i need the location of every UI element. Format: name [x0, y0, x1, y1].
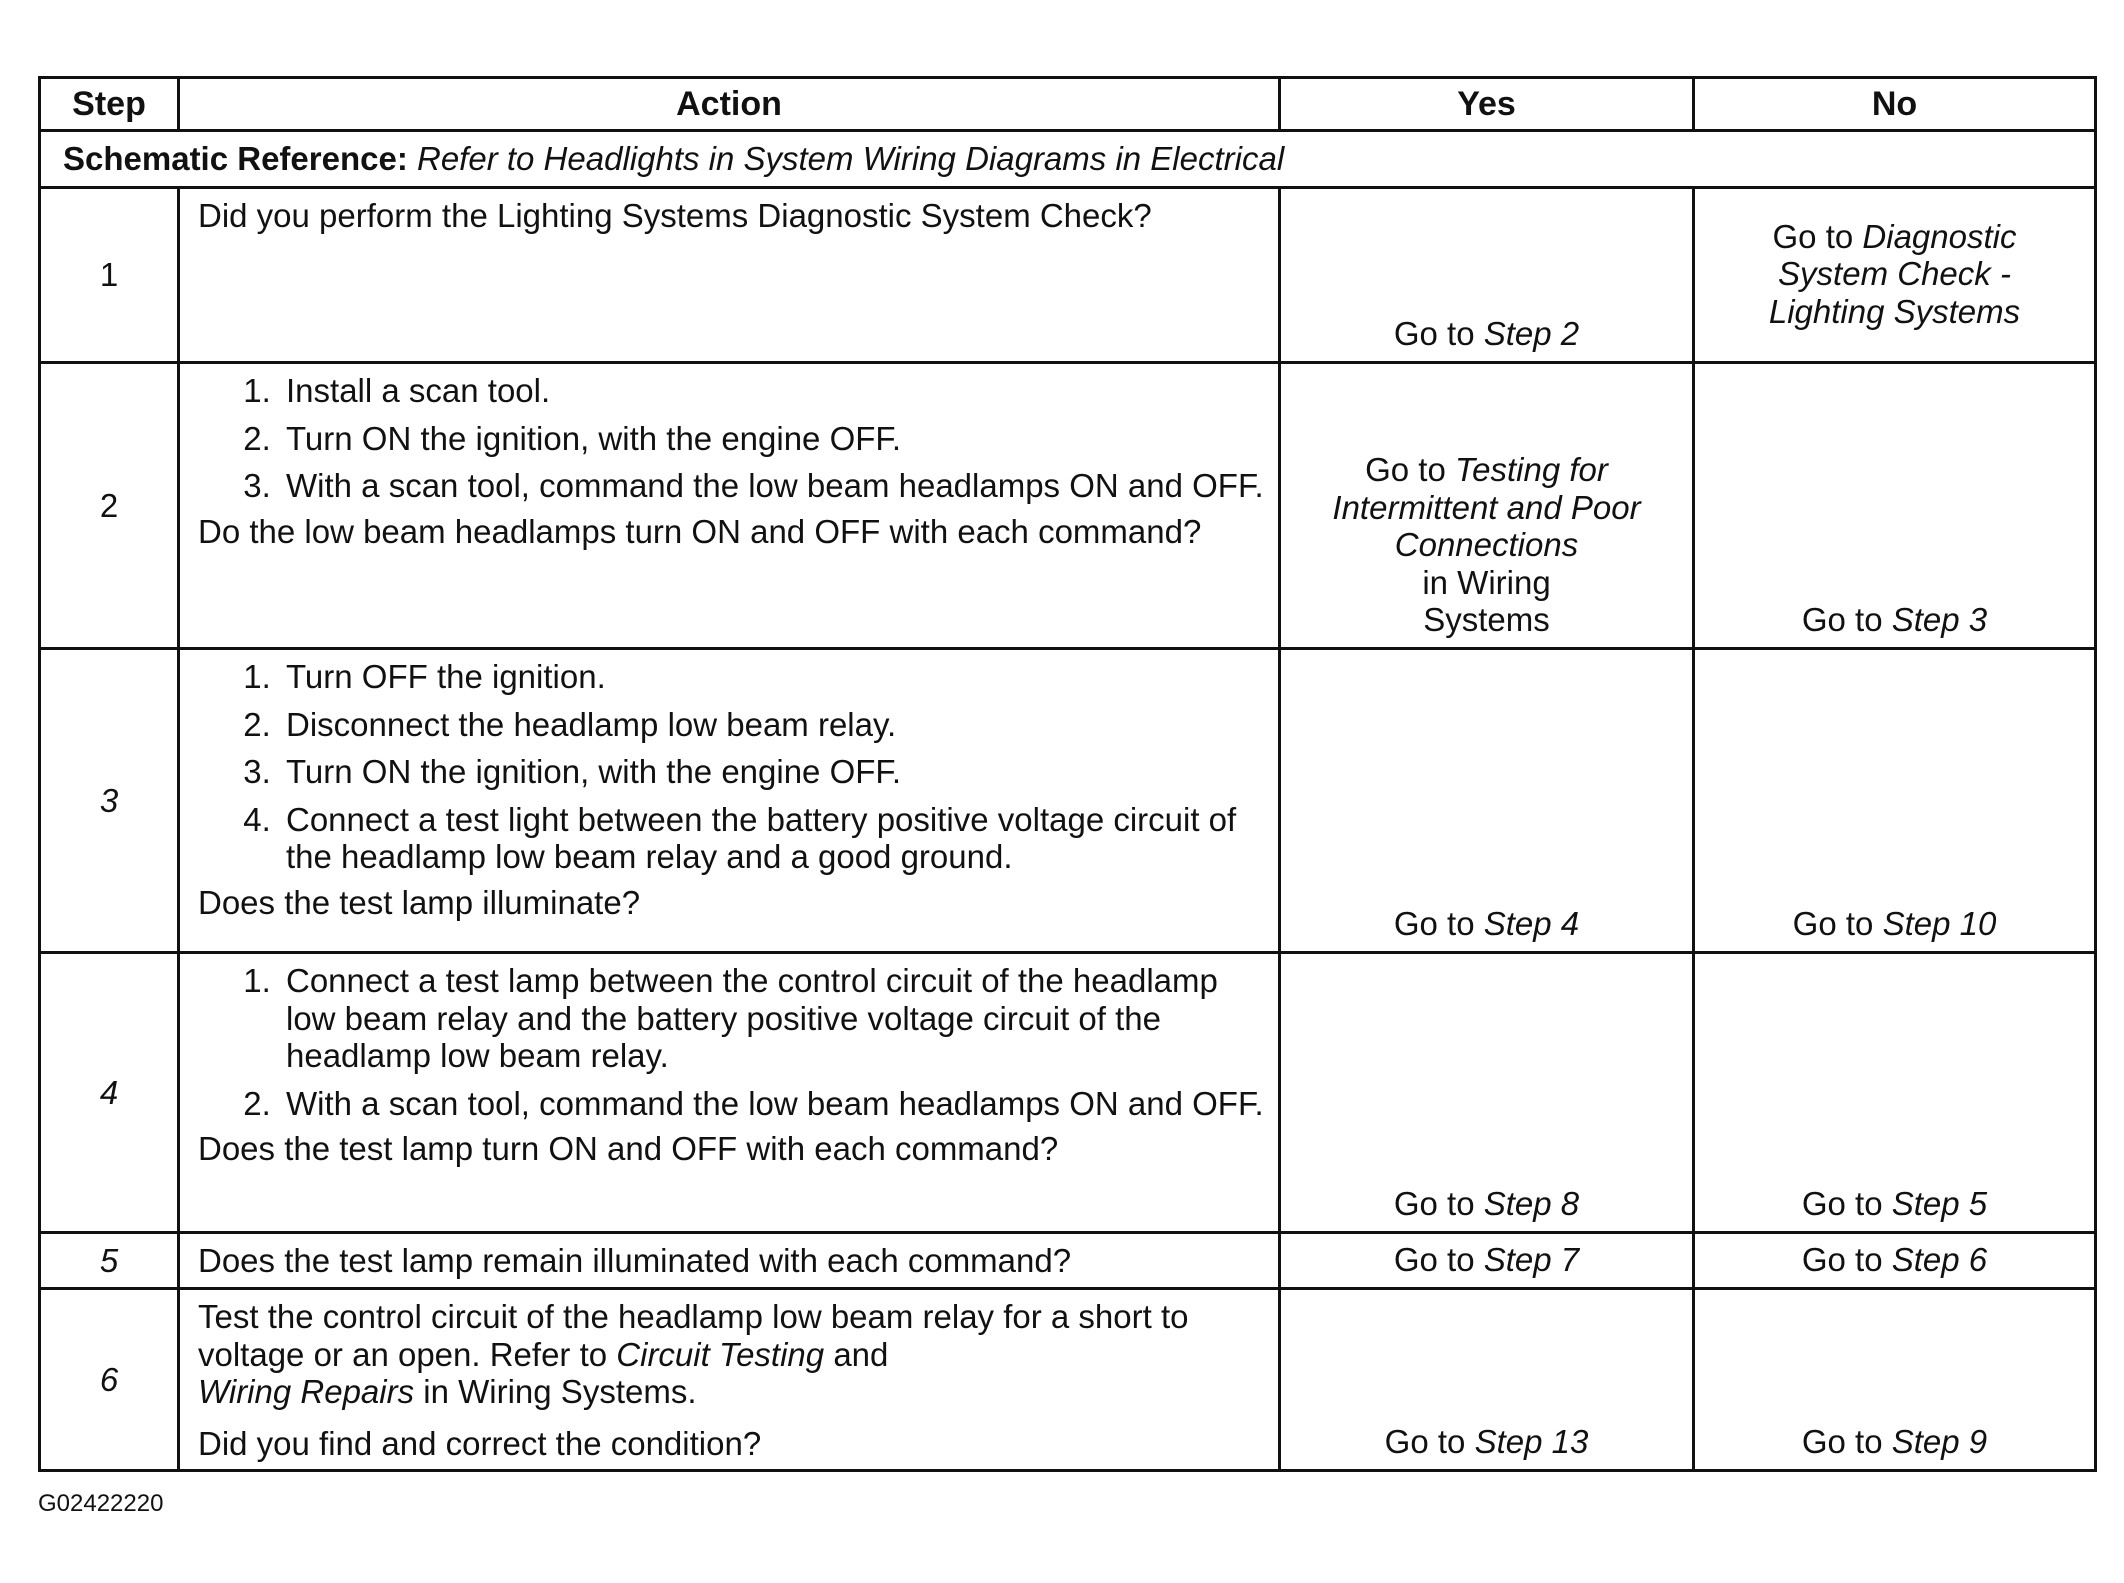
instruction: Test the control circuit of the headlamp low beam relay for a short to voltage or an open. Refer to Circuit Testing and Wiring Repairs in Wiring Systems.: [198, 1298, 1189, 1411]
yes-link[interactable]: Step 13: [1474, 1423, 1589, 1461]
no-link[interactable]: Step 6: [1891, 1240, 1988, 1278]
action-cell: [179, 1233, 1280, 1289]
question: Does the test lamp turn ON and OFF with each command?: [198, 1130, 1059, 1168]
schematic-text: Refer to Headlights in System Wiring Diagrams in Electrical: [417, 140, 1285, 178]
yes-link[interactable]: Step 4: [1483, 905, 1580, 943]
no-link[interactable]: Diagnostic System Check - Lighting Systems: [1768, 217, 2021, 330]
yes-link[interactable]: Step 7: [1483, 1240, 1580, 1278]
yes-cell: Go to Step 8: [1280, 953, 1694, 1233]
yes-link[interactable]: Testing for Intermittent and Poor Connections: [1332, 450, 1641, 564]
action-list: [198, 372, 1264, 505]
yes-cell: Go to Step 13: [1280, 1289, 1694, 1471]
question: Does the test lamp illuminate?: [198, 884, 641, 922]
step-row-5: [40, 1233, 2096, 1289]
action-cell: [179, 1289, 1280, 1471]
no-link[interactable]: Step 5: [1891, 1185, 1988, 1223]
question: Does the test lamp remain illuminated with each command?: [198, 1241, 1072, 1279]
header-yes: Yes: [1280, 78, 1694, 131]
list-item: 2. Turn ON the ignition, with the engine OFF.: [280, 420, 1264, 458]
list-item: 3. With a scan tool, command the low beam headlamps ON and OFF.: [280, 467, 1264, 505]
question: Do the low beam headlamps turn ON and OFF with each command?: [198, 512, 1202, 550]
no-cell: Go to Step 9: [1694, 1289, 2096, 1471]
wiring-repairs-link[interactable]: Wiring Repairs: [198, 1373, 415, 1411]
yes-cell: Go to Step 2: [1280, 188, 1694, 363]
no-cell: Go to Step 10: [1694, 649, 2096, 953]
yes-cell: Go to Testing for Intermittent and Poor Connections in Wiring Systems: [1280, 363, 1694, 649]
action-cell: [179, 953, 1280, 1233]
circuit-testing-link[interactable]: Circuit Testing: [616, 1335, 825, 1373]
step-number: 3: [40, 649, 179, 953]
action-cell: [179, 363, 1280, 649]
action-cell: [179, 649, 1280, 953]
no-cell: Go to Step 3: [1694, 363, 2096, 649]
step-number: 2: [40, 363, 179, 649]
no-cell: Go to Step 6: [1694, 1233, 2096, 1289]
header-row: [40, 78, 2096, 131]
question: Did you find and correct the condition?: [198, 1424, 762, 1462]
no-link[interactable]: Step 9: [1891, 1423, 1988, 1461]
yes-cell: Go to Step 7: [1280, 1233, 1694, 1289]
step-row-3: [40, 649, 2096, 953]
no-link[interactable]: Step 10: [1882, 905, 1997, 943]
list-item: 1. Connect a test lamp between the control circuit of the headlamp low beam relay and the battery positive voltage circuit of the headlamp low beam relay.: [280, 962, 1264, 1075]
step-row-6: [40, 1289, 2096, 1471]
list-item: 4. Connect a test light between the battery positive voltage circuit of the headlamp low beam relay and a good ground.: [280, 801, 1264, 876]
yes-link[interactable]: Step 8: [1483, 1185, 1580, 1223]
step-number: 4: [40, 953, 179, 1233]
no-cell: Go to Step 5: [1694, 953, 2096, 1233]
step-row-2: [40, 363, 2096, 649]
list-item: 3. Turn ON the ignition, with the engine OFF.: [280, 753, 1264, 791]
schematic-row: [40, 131, 2096, 188]
list-item: 1. Install a scan tool.: [280, 372, 1264, 410]
step-row-4: [40, 953, 2096, 1233]
header-step: Step: [40, 78, 179, 131]
step-number: 6: [40, 1289, 179, 1471]
step-row-1: [40, 188, 2096, 363]
action-cell: [179, 188, 1280, 363]
schematic-label: Schematic Reference:: [63, 140, 408, 178]
schematic-reference: [40, 131, 2096, 188]
yes-link[interactable]: Step 2: [1483, 315, 1580, 353]
no-cell: Go to Diagnostic System Check - Lighting Systems: [1694, 188, 2096, 363]
figure-id: G02422220: [38, 1490, 164, 1517]
question: Did you perform the Lighting Systems Diagnostic System Check?: [198, 197, 1152, 234]
action-list: [198, 962, 1264, 1122]
yes-cell: Go to Step 4: [1280, 649, 1694, 953]
no-link[interactable]: Step 3: [1891, 601, 1988, 639]
action-list: [198, 658, 1264, 876]
header-action: Action: [179, 78, 1280, 131]
header-no: No: [1694, 78, 2096, 131]
list-item: 2. Disconnect the headlamp low beam relay.: [280, 706, 1264, 744]
diagnostic-table: [38, 76, 2097, 1472]
step-number: 5: [40, 1233, 179, 1289]
list-item: 1. Turn OFF the ignition.: [280, 658, 1264, 696]
step-number: 1: [40, 188, 179, 363]
list-item: 2. With a scan tool, command the low beam headlamps ON and OFF.: [280, 1085, 1264, 1123]
